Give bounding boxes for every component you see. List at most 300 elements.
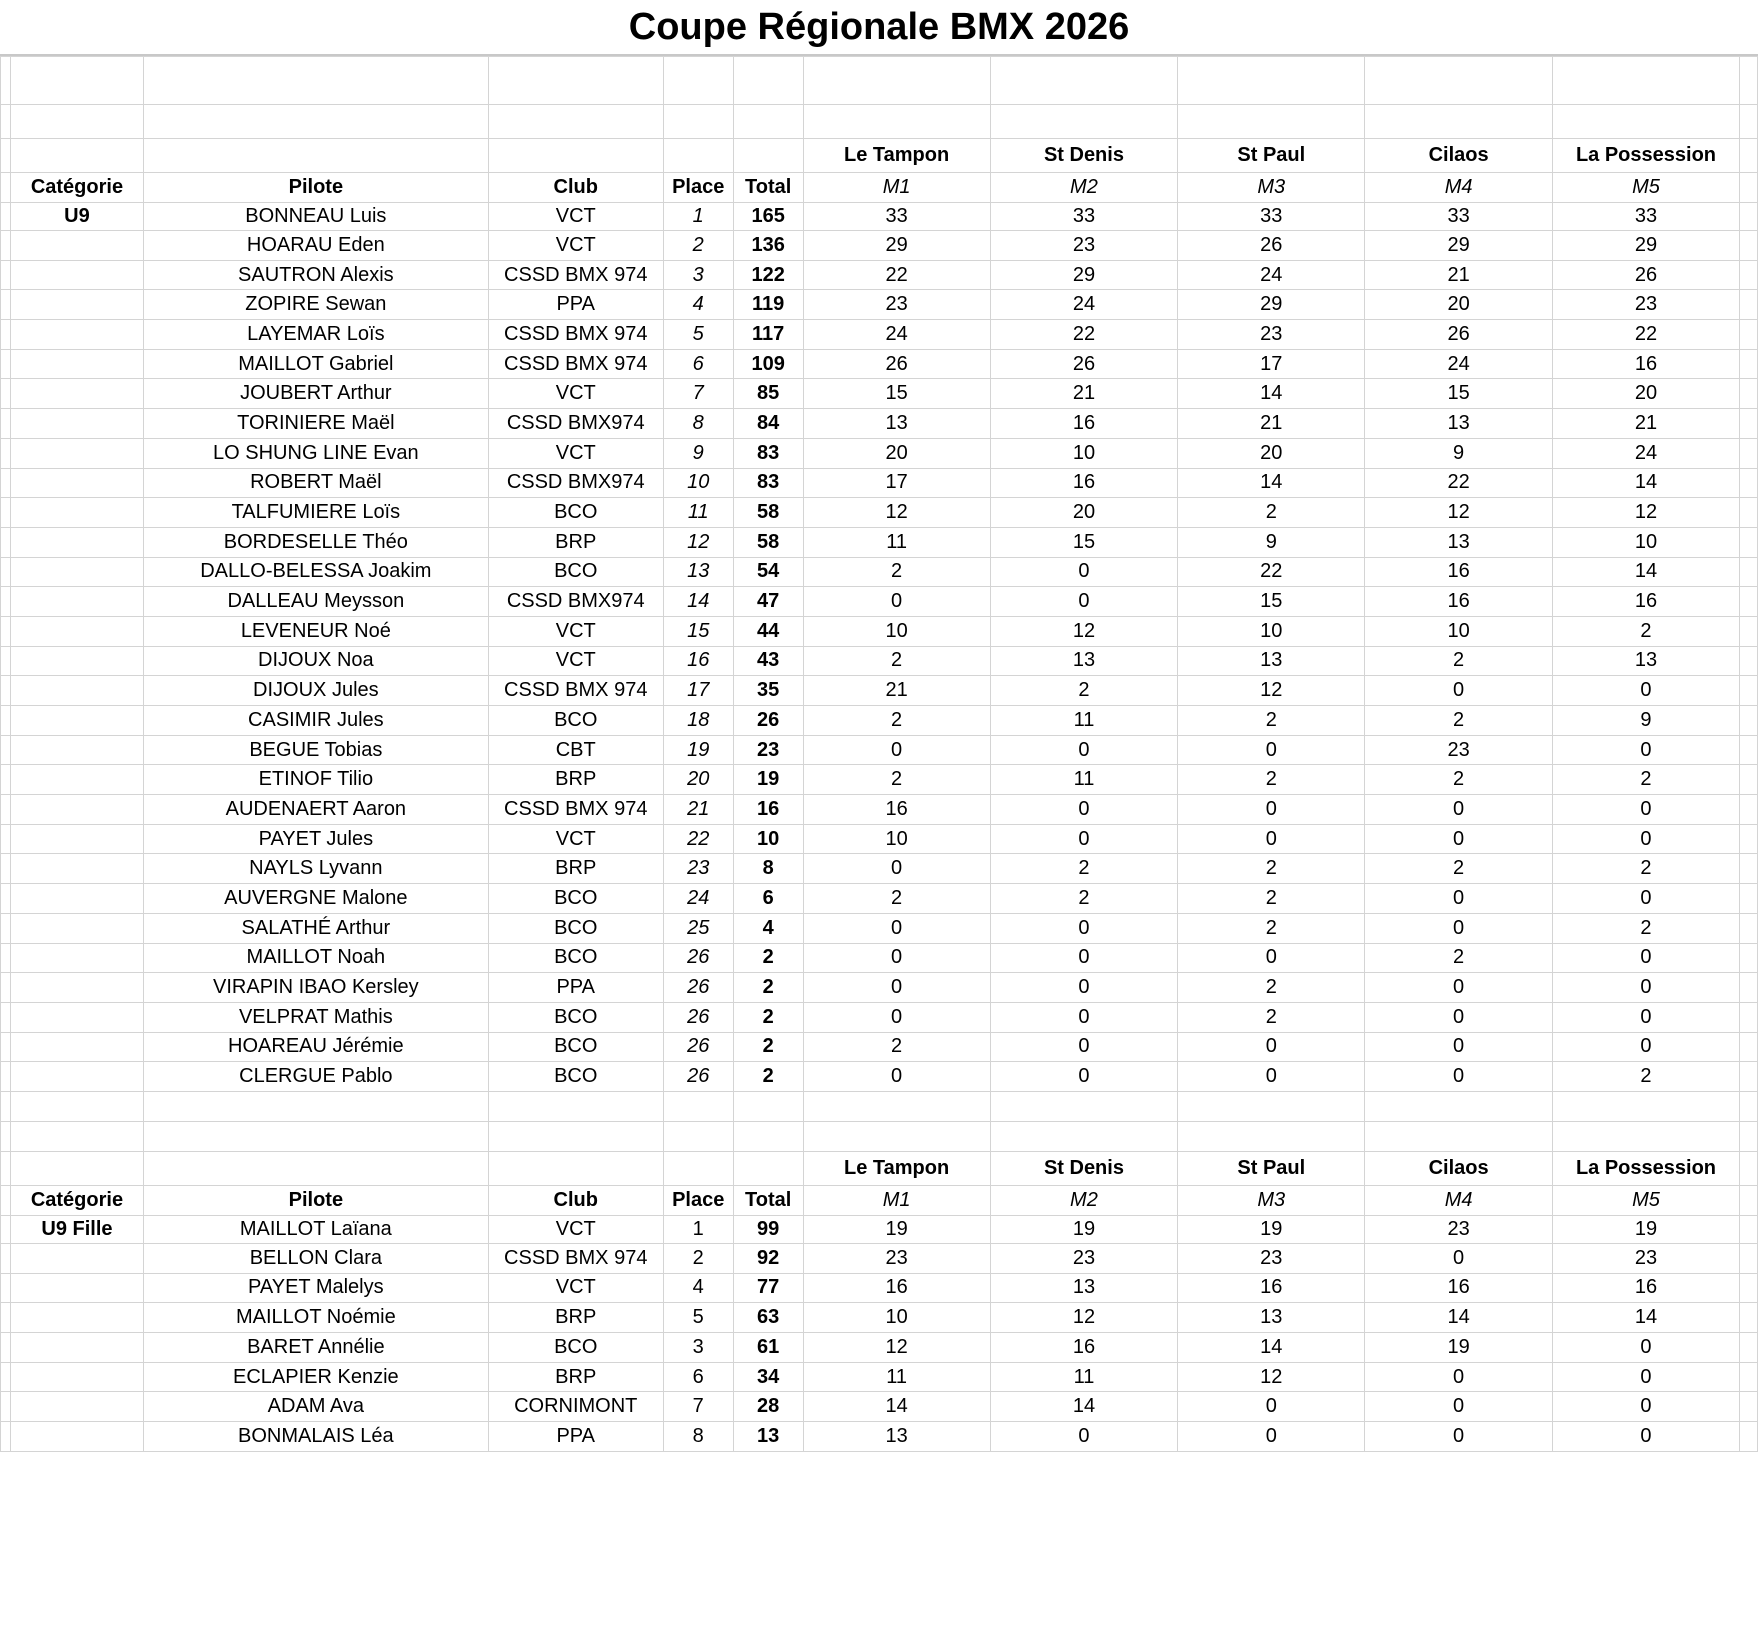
rider-score-m2: 0 <box>990 587 1178 617</box>
rider-place: 18 <box>663 706 733 736</box>
empty-cell <box>1739 587 1757 617</box>
rider-score-m2: 20 <box>990 498 1178 528</box>
manche-header: M2 <box>990 173 1178 203</box>
spacer-row <box>1 1121 1758 1151</box>
rider-score-m1: 21 <box>803 676 990 706</box>
empty-cell <box>663 139 733 173</box>
rider-club: BCO <box>488 913 663 943</box>
ranking-sheet <box>0 56 1758 1452</box>
rider-name: DALLEAU Meysson <box>143 587 488 617</box>
rider-total: 61 <box>733 1333 803 1363</box>
empty-cell <box>1 498 11 528</box>
empty-cell <box>1739 139 1757 173</box>
rider-place: 26 <box>663 1032 733 1062</box>
rider-score-m4: 10 <box>1365 616 1553 646</box>
rider-name: BEGUE Tobias <box>143 735 488 765</box>
rider-score-m2: 0 <box>990 735 1178 765</box>
rider-score-m4: 0 <box>1365 795 1553 825</box>
rider-row <box>1 1062 1758 1092</box>
manche-header: M5 <box>1553 173 1740 203</box>
rider-total: 2 <box>733 943 803 973</box>
rider-name: BORDESELLE Théo <box>143 527 488 557</box>
empty-cell <box>803 57 990 105</box>
rider-total: 23 <box>733 735 803 765</box>
rider-place: 24 <box>663 884 733 914</box>
rider-score-m1: 13 <box>803 409 990 439</box>
rider-row <box>1 1392 1758 1422</box>
empty-cell <box>1739 173 1757 203</box>
header-pilote: Pilote <box>143 1185 488 1215</box>
venue-header: Le Tampon <box>803 1151 990 1185</box>
rider-row <box>1 676 1758 706</box>
rider-place: 16 <box>663 646 733 676</box>
rider-score-m1: 0 <box>803 973 990 1003</box>
rider-score-m1: 10 <box>803 1303 990 1333</box>
category-label <box>10 231 143 261</box>
rider-total: 2 <box>733 1062 803 1092</box>
rider-place: 4 <box>663 290 733 320</box>
empty-cell <box>1553 105 1740 139</box>
rider-score-m1: 2 <box>803 706 990 736</box>
category-label <box>10 854 143 884</box>
header-pilote: Pilote <box>143 173 488 203</box>
rider-club: BCO <box>488 1002 663 1032</box>
rider-name: LO SHUNG LINE Evan <box>143 438 488 468</box>
empty-cell <box>1739 646 1757 676</box>
rider-score-m1: 0 <box>803 913 990 943</box>
rider-score-m2: 0 <box>990 973 1178 1003</box>
category-label <box>10 527 143 557</box>
empty-cell <box>1 260 11 290</box>
rider-club: VCT <box>488 1273 663 1303</box>
sheet-title: Coupe Régionale BMX 2026 <box>628 5 1130 48</box>
rider-score-m3: 17 <box>1178 349 1365 379</box>
rider-score-m1: 11 <box>803 527 990 557</box>
rider-club: BCO <box>488 943 663 973</box>
rider-score-m5: 0 <box>1553 1392 1740 1422</box>
rider-name: PAYET Jules <box>143 824 488 854</box>
rider-score-m2: 0 <box>990 913 1178 943</box>
empty-cell <box>1739 438 1757 468</box>
rider-score-m1: 0 <box>803 854 990 884</box>
rider-name: ROBERT Maël <box>143 468 488 498</box>
rider-score-m4: 0 <box>1365 1062 1553 1092</box>
rider-row <box>1 943 1758 973</box>
category-label <box>10 1422 143 1452</box>
rider-score-m1: 2 <box>803 884 990 914</box>
empty-cell <box>990 1121 1178 1151</box>
rider-club: PPA <box>488 1422 663 1452</box>
rider-place: 5 <box>663 1303 733 1333</box>
rider-score-m5: 16 <box>1553 587 1740 617</box>
rider-score-m3: 0 <box>1178 1032 1365 1062</box>
empty-cell <box>1 173 11 203</box>
empty-cell <box>1 57 11 105</box>
rider-score-m4: 33 <box>1365 203 1553 231</box>
empty-cell <box>733 1151 803 1185</box>
rider-name: MAILLOT Noah <box>143 943 488 973</box>
rider-score-m3: 0 <box>1178 795 1365 825</box>
rider-name: VELPRAT Mathis <box>143 1002 488 1032</box>
empty-cell <box>10 139 143 173</box>
rider-score-m4: 0 <box>1365 1392 1553 1422</box>
rider-score-m3: 29 <box>1178 290 1365 320</box>
rider-total: 35 <box>733 676 803 706</box>
empty-cell <box>1739 231 1757 261</box>
header-total: Total <box>733 1185 803 1215</box>
rider-club: CSSD BMX974 <box>488 587 663 617</box>
rider-score-m4: 0 <box>1365 1362 1553 1392</box>
rider-total: 44 <box>733 616 803 646</box>
rider-score-m1: 2 <box>803 646 990 676</box>
rider-total: 2 <box>733 973 803 1003</box>
empty-cell <box>143 57 488 105</box>
rider-place: 8 <box>663 409 733 439</box>
category-label <box>10 765 143 795</box>
rider-name: TORINIERE Maël <box>143 409 488 439</box>
category-label <box>10 557 143 587</box>
empty-cell <box>488 1121 663 1151</box>
rider-score-m1: 14 <box>803 1392 990 1422</box>
empty-cell <box>488 105 663 139</box>
header-club: Club <box>488 173 663 203</box>
rider-score-m1: 19 <box>803 1215 990 1243</box>
venue-header-row <box>1 1151 1758 1185</box>
rider-score-m4: 0 <box>1365 913 1553 943</box>
rider-score-m5: 0 <box>1553 676 1740 706</box>
empty-cell <box>663 1091 733 1121</box>
rider-score-m4: 0 <box>1365 1422 1553 1452</box>
empty-cell <box>1739 676 1757 706</box>
empty-cell <box>1739 203 1757 231</box>
rider-score-m5: 16 <box>1553 1273 1740 1303</box>
empty-cell <box>10 1091 143 1121</box>
rider-place: 3 <box>663 260 733 290</box>
rider-score-m5: 20 <box>1553 379 1740 409</box>
empty-cell <box>1739 973 1757 1003</box>
rider-score-m3: 20 <box>1178 438 1365 468</box>
rider-score-m2: 0 <box>990 943 1178 973</box>
empty-cell <box>143 1091 488 1121</box>
rider-row <box>1 1273 1758 1303</box>
manche-header: M2 <box>990 1185 1178 1215</box>
category-label: U9 Fille <box>10 1215 143 1243</box>
rider-total: 13 <box>733 1422 803 1452</box>
rider-score-m3: 2 <box>1178 884 1365 914</box>
rider-score-m5: 0 <box>1553 1422 1740 1452</box>
rider-score-m2: 23 <box>990 231 1178 261</box>
empty-cell <box>1365 57 1553 105</box>
rider-score-m2: 0 <box>990 1422 1178 1452</box>
empty-cell <box>1 1151 11 1185</box>
manche-header: M1 <box>803 173 990 203</box>
rider-score-m5: 13 <box>1553 646 1740 676</box>
rider-score-m2: 12 <box>990 1303 1178 1333</box>
category-label <box>10 349 143 379</box>
rider-score-m3: 0 <box>1178 943 1365 973</box>
rider-score-m2: 16 <box>990 1333 1178 1363</box>
category-label <box>10 676 143 706</box>
venue-header: St Paul <box>1178 139 1365 173</box>
rider-score-m2: 13 <box>990 646 1178 676</box>
empty-cell <box>488 139 663 173</box>
rider-score-m2: 29 <box>990 260 1178 290</box>
rider-row <box>1 1333 1758 1363</box>
rider-score-m4: 20 <box>1365 290 1553 320</box>
rider-row <box>1 379 1758 409</box>
category-label <box>10 587 143 617</box>
rider-score-m5: 26 <box>1553 260 1740 290</box>
rider-score-m4: 21 <box>1365 260 1553 290</box>
rider-club: VCT <box>488 646 663 676</box>
rider-score-m1: 0 <box>803 735 990 765</box>
rider-score-m5: 29 <box>1553 231 1740 261</box>
rider-score-m4: 2 <box>1365 854 1553 884</box>
empty-cell <box>488 1151 663 1185</box>
rider-total: 84 <box>733 409 803 439</box>
empty-cell <box>1739 1422 1757 1452</box>
rider-place: 11 <box>663 498 733 528</box>
rider-score-m5: 0 <box>1553 884 1740 914</box>
category-label <box>10 468 143 498</box>
rider-place: 6 <box>663 349 733 379</box>
rider-row <box>1 557 1758 587</box>
empty-cell <box>1 527 11 557</box>
rider-score-m2: 13 <box>990 1273 1178 1303</box>
rider-score-m3: 0 <box>1178 824 1365 854</box>
manche-header: M4 <box>1365 173 1553 203</box>
rider-row <box>1 1243 1758 1273</box>
rider-row <box>1 498 1758 528</box>
rider-score-m5: 23 <box>1553 290 1740 320</box>
rider-place: 8 <box>663 1422 733 1452</box>
rider-club: BRP <box>488 527 663 557</box>
rider-score-m3: 21 <box>1178 409 1365 439</box>
column-header-row <box>1 173 1758 203</box>
rider-row <box>1 1362 1758 1392</box>
empty-cell <box>1553 1121 1740 1151</box>
rider-score-m2: 2 <box>990 884 1178 914</box>
rider-score-m4: 12 <box>1365 498 1553 528</box>
rider-score-m2: 26 <box>990 349 1178 379</box>
category-label <box>10 1002 143 1032</box>
category-label <box>10 1362 143 1392</box>
rider-score-m2: 2 <box>990 854 1178 884</box>
rider-score-m1: 23 <box>803 1243 990 1273</box>
empty-cell <box>1 1333 11 1363</box>
category-label <box>10 1273 143 1303</box>
rider-club: CSSD BMX 974 <box>488 795 663 825</box>
rider-score-m4: 23 <box>1365 735 1553 765</box>
rider-score-m5: 9 <box>1553 706 1740 736</box>
empty-cell <box>1739 735 1757 765</box>
rider-score-m2: 16 <box>990 468 1178 498</box>
rider-row <box>1 1422 1758 1452</box>
rider-score-m4: 0 <box>1365 973 1553 1003</box>
rider-total: 122 <box>733 260 803 290</box>
rider-name: CASIMIR Jules <box>143 706 488 736</box>
empty-cell <box>1 1243 11 1273</box>
rider-score-m3: 33 <box>1178 203 1365 231</box>
rider-score-m5: 2 <box>1553 616 1740 646</box>
rider-score-m5: 14 <box>1553 1303 1740 1333</box>
empty-cell <box>1739 409 1757 439</box>
empty-cell <box>143 139 488 173</box>
empty-cell <box>803 1091 990 1121</box>
rider-total: 28 <box>733 1392 803 1422</box>
rider-score-m5: 14 <box>1553 468 1740 498</box>
rider-total: 92 <box>733 1243 803 1273</box>
empty-cell <box>1 765 11 795</box>
rider-score-m3: 15 <box>1178 587 1365 617</box>
rider-name: LAYEMAR Loïs <box>143 320 488 350</box>
rider-place: 10 <box>663 468 733 498</box>
rider-score-m3: 22 <box>1178 557 1365 587</box>
rider-total: 6 <box>733 884 803 914</box>
rider-score-m5: 23 <box>1553 1243 1740 1273</box>
rider-place: 15 <box>663 616 733 646</box>
empty-cell <box>143 1151 488 1185</box>
rider-row <box>1 913 1758 943</box>
rider-row <box>1 320 1758 350</box>
rider-score-m5: 2 <box>1553 765 1740 795</box>
rider-total: 119 <box>733 290 803 320</box>
empty-cell <box>1 139 11 173</box>
empty-cell <box>733 105 803 139</box>
rider-score-m3: 2 <box>1178 765 1365 795</box>
rider-club: BRP <box>488 1362 663 1392</box>
rider-score-m4: 0 <box>1365 676 1553 706</box>
rider-score-m4: 14 <box>1365 1303 1553 1333</box>
manche-header: M5 <box>1553 1185 1740 1215</box>
empty-cell <box>1739 913 1757 943</box>
empty-cell <box>1 105 11 139</box>
rider-place: 9 <box>663 438 733 468</box>
spacer-row <box>1 105 1758 139</box>
rider-total: 165 <box>733 203 803 231</box>
category-label <box>10 706 143 736</box>
rider-name: AUDENAERT Aaron <box>143 795 488 825</box>
rider-total: 109 <box>733 349 803 379</box>
rider-row <box>1 1032 1758 1062</box>
rider-score-m3: 0 <box>1178 1392 1365 1422</box>
rider-place: 1 <box>663 1215 733 1243</box>
rider-score-m5: 10 <box>1553 527 1740 557</box>
rider-score-m1: 0 <box>803 1062 990 1092</box>
rider-score-m3: 23 <box>1178 320 1365 350</box>
empty-cell <box>663 1151 733 1185</box>
rider-score-m2: 23 <box>990 1243 1178 1273</box>
rider-score-m4: 15 <box>1365 379 1553 409</box>
rider-row <box>1 646 1758 676</box>
empty-cell <box>990 1091 1178 1121</box>
rider-club: CSSD BMX974 <box>488 468 663 498</box>
category-label <box>10 498 143 528</box>
rider-place: 26 <box>663 943 733 973</box>
rider-score-m5: 0 <box>1553 973 1740 1003</box>
empty-cell <box>1 1002 11 1032</box>
empty-cell <box>1739 616 1757 646</box>
rider-name: BONNEAU Luis <box>143 203 488 231</box>
rider-name: JOUBERT Arthur <box>143 379 488 409</box>
rider-score-m2: 11 <box>990 706 1178 736</box>
rider-name: DALLO-BELESSA Joakim <box>143 557 488 587</box>
empty-cell <box>1 203 11 231</box>
rider-place: 22 <box>663 824 733 854</box>
rider-row <box>1 203 1758 231</box>
category-label <box>10 260 143 290</box>
empty-cell <box>1739 1091 1757 1121</box>
rider-score-m4: 13 <box>1365 527 1553 557</box>
column-header-row <box>1 1185 1758 1215</box>
rider-total: 83 <box>733 468 803 498</box>
empty-cell <box>1 1185 11 1215</box>
rider-score-m1: 0 <box>803 1002 990 1032</box>
rider-score-m1: 26 <box>803 349 990 379</box>
empty-cell <box>1739 57 1757 105</box>
empty-cell <box>1739 884 1757 914</box>
rider-name: CLERGUE Pablo <box>143 1062 488 1092</box>
venue-header: Cilaos <box>1365 139 1553 173</box>
empty-cell <box>1 1422 11 1452</box>
rider-score-m3: 2 <box>1178 498 1365 528</box>
empty-cell <box>1739 1062 1757 1092</box>
rider-place: 3 <box>663 1333 733 1363</box>
empty-cell <box>1 231 11 261</box>
empty-cell <box>1 676 11 706</box>
rider-total: 10 <box>733 824 803 854</box>
rider-score-m3: 13 <box>1178 646 1365 676</box>
rider-name: AUVERGNE Malone <box>143 884 488 914</box>
rider-club: BRP <box>488 854 663 884</box>
rider-club: CBT <box>488 735 663 765</box>
rider-score-m5: 0 <box>1553 1333 1740 1363</box>
empty-cell <box>1739 320 1757 350</box>
rider-club: BCO <box>488 706 663 736</box>
rider-club: VCT <box>488 379 663 409</box>
rider-place: 25 <box>663 913 733 943</box>
rider-score-m2: 11 <box>990 1362 1178 1392</box>
rider-score-m5: 21 <box>1553 409 1740 439</box>
rider-score-m2: 33 <box>990 203 1178 231</box>
manche-header: M3 <box>1178 1185 1365 1215</box>
rider-score-m4: 13 <box>1365 409 1553 439</box>
rider-place: 6 <box>663 1362 733 1392</box>
rider-place: 26 <box>663 1002 733 1032</box>
rider-name: ZOPIRE Sewan <box>143 290 488 320</box>
rider-name: PAYET Malelys <box>143 1273 488 1303</box>
empty-cell <box>1 1121 11 1151</box>
rider-row <box>1 438 1758 468</box>
rider-score-m5: 12 <box>1553 498 1740 528</box>
venue-header: St Paul <box>1178 1151 1365 1185</box>
empty-cell <box>1178 105 1365 139</box>
rider-place: 4 <box>663 1273 733 1303</box>
empty-cell <box>1 646 11 676</box>
rider-place: 23 <box>663 854 733 884</box>
empty-cell <box>1 557 11 587</box>
rider-place: 19 <box>663 735 733 765</box>
rider-row <box>1 349 1758 379</box>
rider-score-m1: 11 <box>803 1362 990 1392</box>
rider-score-m5: 24 <box>1553 438 1740 468</box>
empty-cell <box>1 1062 11 1092</box>
empty-cell <box>1739 1362 1757 1392</box>
empty-cell <box>1 616 11 646</box>
rider-place: 17 <box>663 676 733 706</box>
venue-header: La Possession <box>1553 1151 1740 1185</box>
category-label <box>10 1243 143 1273</box>
